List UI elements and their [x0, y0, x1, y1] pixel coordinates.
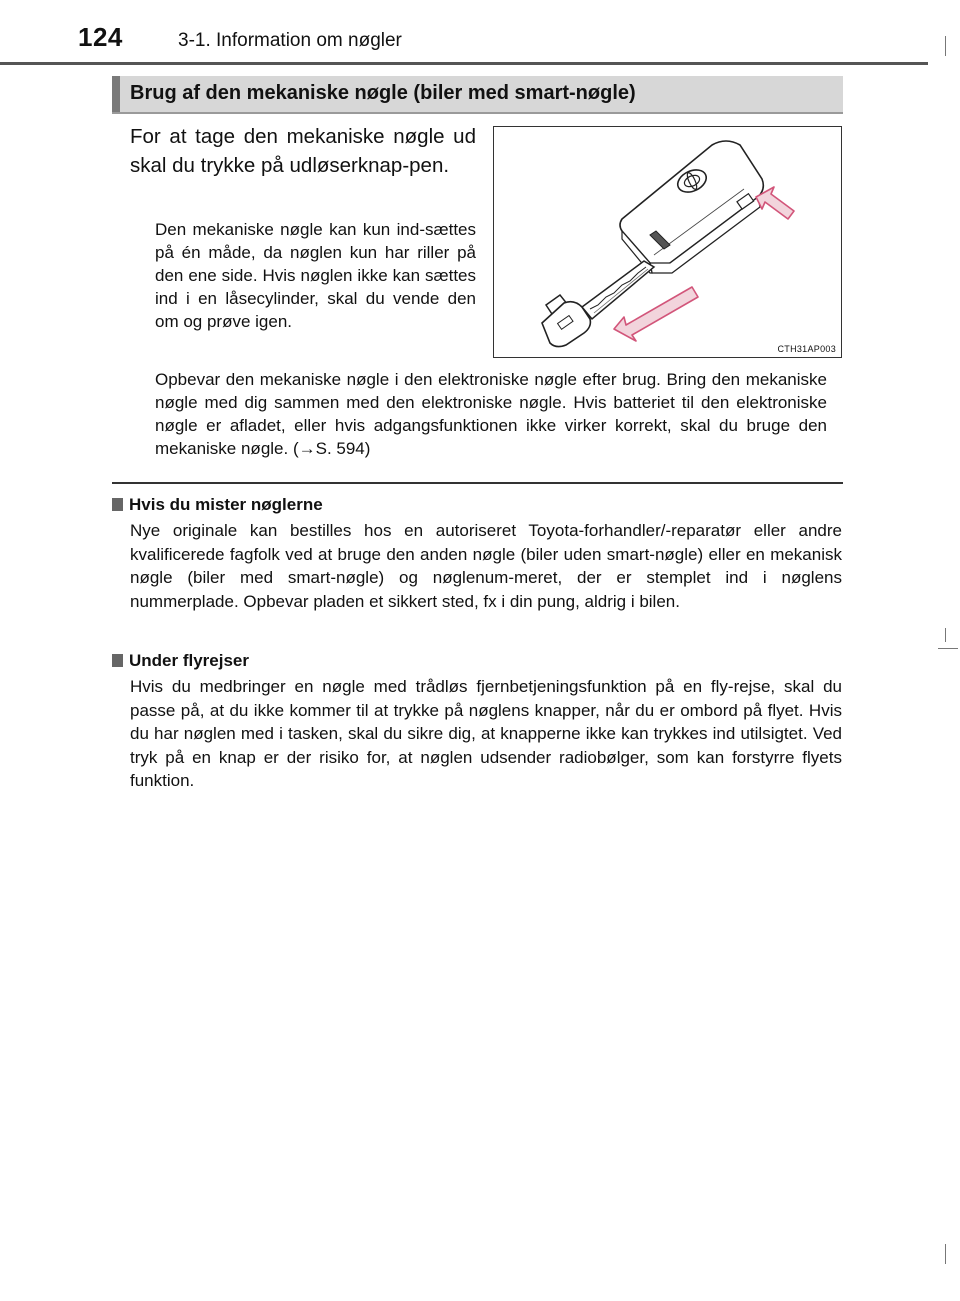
subsection-body: Hvis du medbringer en nøgle med trådløs fjernbetjeningsfunktion på en fly-rejse, skal du passe på, at du ikke kommer til at trykke på nøglens knapper, når du er ombord på flyet. Hvis du har nøglen med i tasken, skal du sikre dig, at knapperne ikke kan trykkes ind utilsigtet. Ved tryk på en knap er der risiko for, at nøglen udsender radiobølger, som kan forstyrre flyets funktion. — [130, 677, 842, 790]
section-divider — [112, 482, 843, 484]
square-bullet-icon — [112, 654, 123, 667]
heading-underline — [112, 112, 843, 114]
subsection-title — [112, 494, 842, 516]
subsection-title — [112, 650, 842, 672]
key-diagram — [494, 127, 843, 359]
mechanical-key — [542, 261, 654, 347]
figure-code: CTH31AP003 — [777, 344, 836, 354]
lead-instruction: For at tage den mekaniske nøgle ud skal du trykke på udløserknap-pen. — [130, 125, 476, 177]
subsection-lost-keys — [112, 494, 842, 613]
subsection-title-text: Under flyrejser — [129, 651, 249, 670]
crop-mark — [945, 628, 946, 642]
subsection-air-travel — [112, 650, 842, 793]
key-illustration — [493, 126, 842, 358]
pull-arrow-icon — [614, 287, 698, 341]
section-heading-text: Brug af den mekaniske nøgle (biler med smart-nøgle) — [130, 82, 636, 104]
subsection-body: Nye originale kan bestilles hos en autoriseret Toyota-forhandler/-reparatør eller andre kvalificerede fagfolk ved at bruge den anden nøgle (biler uden smart-nøgle) eller en mekanisk nøgle (biler med smart-nøgle) og nøglenum-meret, der er stemplet ind i nøglens nummerplade. Opbevar pladen et sikkert sted, fx i din pung, aldrig i bilen. — [130, 521, 842, 611]
section-heading — [112, 76, 843, 112]
crop-mark — [945, 36, 946, 56]
note-key-orientation: Den mekaniske nøgle kan kun ind-sættes på én måde, da nøglen kun har riller på den ene side. Hvis nøglen ikke kan sættes ind i en låsecylinder, skal du vende den om og prøve igen. — [155, 220, 476, 331]
header-rule — [0, 62, 928, 65]
crop-mark — [945, 1244, 946, 1264]
crop-mark — [938, 648, 958, 649]
subsection-title-text: Hvis du mister nøglerne — [129, 495, 323, 514]
note-storage: Opbevar den mekaniske nøgle i den elektroniske nøgle efter brug. Bring den mekaniske nøgle med dig sammen med den elektroniske nøgle. Hvis batteriet til den elektroniske nøgle er afladet, eller hvis adgangsfunktionen ikke virker korrekt, skal du bruge den mekaniske nøgle. (→S. 594) — [155, 370, 827, 458]
page-number: 124 — [78, 22, 123, 52]
square-bullet-icon — [112, 498, 123, 511]
section-reference: 3-1. Information om nøgler — [178, 30, 402, 51]
